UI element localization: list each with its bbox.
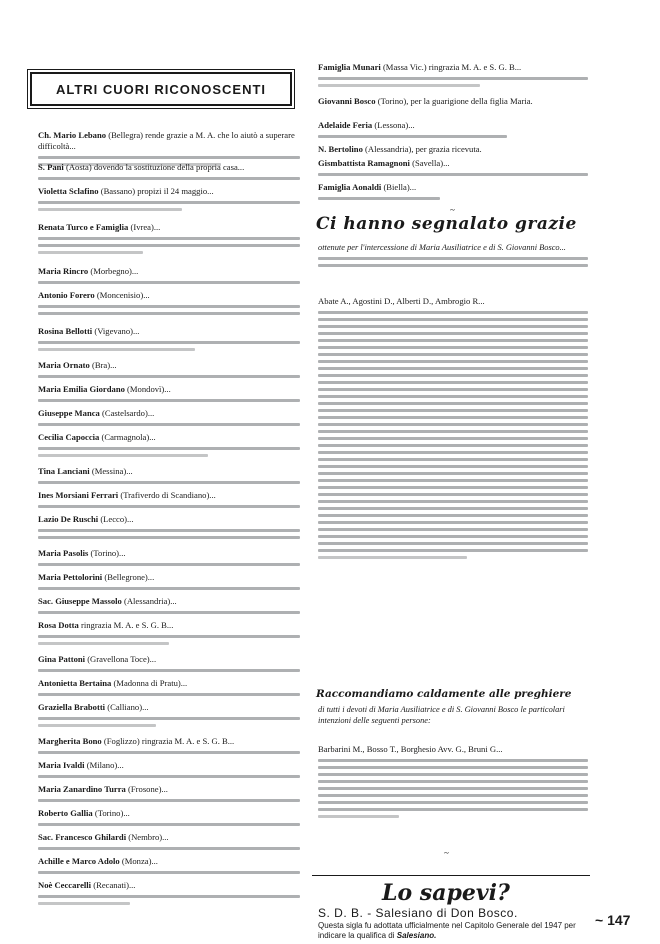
page-number bbox=[595, 912, 630, 928]
entry-text: (Frosone)... bbox=[128, 784, 168, 794]
list-item bbox=[318, 120, 588, 142]
names-start: Barbarini M., Bosso T., Borghesio Avv. G., Bruni G... bbox=[318, 744, 503, 754]
entry-name: Tina Lanciani bbox=[38, 466, 90, 476]
entry-name: N. Bertolino bbox=[318, 144, 363, 154]
entry-text: (Ivrea)... bbox=[130, 222, 161, 232]
list-item bbox=[38, 572, 300, 594]
entry-name: Maria Ornato bbox=[38, 360, 90, 370]
list-item bbox=[38, 548, 300, 570]
entry-text: (Lessona)... bbox=[374, 120, 415, 130]
entry-text: (Nembro)... bbox=[128, 832, 169, 842]
entry-text: (Bellegra) rende grazie a M. A. che lo aiutò a superare difficoltà... bbox=[38, 130, 295, 152]
list-item bbox=[38, 856, 300, 878]
list-item bbox=[38, 880, 300, 909]
entry-name: Antonio Forero bbox=[38, 290, 95, 300]
entry-name: Antonietta Bertaina bbox=[38, 678, 112, 688]
entry-name: Maria Emilia Giordano bbox=[38, 384, 125, 394]
entry-name: Renata Turco e Famiglia bbox=[38, 222, 129, 232]
entry-text: (Biella)... bbox=[383, 182, 417, 192]
grazie-names-list bbox=[318, 296, 588, 563]
entry-name: Rosina Bellotti bbox=[38, 326, 93, 336]
section-title-altri-cuori: ALTRI CUORI RICONOSCENTI bbox=[30, 72, 292, 106]
sdb-line bbox=[318, 906, 588, 920]
entry-text: (Alessandria), per grazia ricevuta. bbox=[365, 144, 482, 154]
entry-text: (Lecco)... bbox=[100, 514, 134, 524]
entry-name: Famiglia Aonaldi bbox=[318, 182, 382, 192]
list-item bbox=[38, 432, 300, 461]
entry-text: (Recanati)... bbox=[93, 880, 136, 890]
entry-text: (Messina)... bbox=[91, 466, 133, 476]
entry-text: (Gravellona Toce)... bbox=[87, 654, 157, 664]
list-item bbox=[38, 736, 300, 758]
list-item bbox=[38, 620, 300, 649]
entry-name: Violetta Sclafino bbox=[38, 186, 99, 196]
entry-text: (Foglizzo) ringrazia M. A. e S. G. B... bbox=[103, 736, 235, 746]
entry-name: Gina Pattoni bbox=[38, 654, 86, 664]
entry-text: (Castelsardo)... bbox=[102, 408, 155, 418]
list-item bbox=[38, 760, 300, 782]
entry-text: (Savella)... bbox=[412, 158, 450, 168]
list-item bbox=[38, 490, 300, 512]
page-mark: ~ bbox=[595, 912, 604, 928]
entry-name: Ch. Mario Lebano bbox=[38, 130, 107, 140]
entry-name: Giuseppe Manca bbox=[38, 408, 100, 418]
entry-text: (Bellegrone)... bbox=[104, 572, 155, 582]
list-item bbox=[38, 832, 300, 854]
entry-text: (Calliano)... bbox=[107, 702, 149, 712]
names-start: Abate A., Agostini D., Alberti D., Ambrogio R... bbox=[318, 296, 485, 306]
entry-text: (Vigevano)... bbox=[94, 326, 140, 336]
list-item bbox=[38, 222, 300, 258]
entry-text: (Moncenisio)... bbox=[96, 290, 150, 300]
sdb-dash: - bbox=[367, 906, 372, 920]
list-item bbox=[38, 466, 300, 488]
entry-name: Famiglia Munari bbox=[318, 62, 381, 72]
page-number-value: 147 bbox=[607, 912, 631, 928]
lo-sapevi-italic-word: Salesiano. bbox=[396, 931, 437, 940]
list-item bbox=[38, 596, 300, 618]
entry-text: ringrazia M. A. e S. G. B... bbox=[80, 620, 174, 630]
list-item bbox=[38, 186, 300, 215]
entry-text: (Madonna di Pratu)... bbox=[113, 678, 188, 688]
raccomandiamo-names-list bbox=[318, 744, 588, 822]
sdb-code: S. D. B. bbox=[318, 906, 364, 920]
lo-sapevi-text: Questa sigla fu adottata ufficialmente nel Capitolo Generale del 1947 per indicare la qualifica di Salesiano. bbox=[318, 921, 576, 940]
entry-text: (Torino)... bbox=[94, 808, 130, 818]
entry-text: (Carmagnola)... bbox=[101, 432, 156, 442]
entry-text: (Massa Vic.) ringrazia M. A. e S. G. B... bbox=[382, 62, 522, 72]
sdb-meaning: Salesiano di Don Bosco. bbox=[375, 906, 518, 920]
entry-name: Sac. Francesco Ghilardi bbox=[38, 832, 127, 842]
entry-text: (Alessandria)... bbox=[123, 596, 177, 606]
entry-name: Noè Ceccarelli bbox=[38, 880, 92, 890]
list-item bbox=[318, 182, 588, 204]
list-item bbox=[38, 384, 300, 406]
entry-text: (Milano)... bbox=[86, 760, 124, 770]
list-item bbox=[38, 808, 300, 830]
list-item bbox=[38, 162, 300, 184]
entry-name: Sac. Giuseppe Massolo bbox=[38, 596, 122, 606]
list-item bbox=[318, 158, 588, 180]
list-item bbox=[38, 784, 300, 806]
list-item bbox=[318, 144, 588, 155]
entry-name: Maria Pasolis bbox=[38, 548, 89, 558]
entry-name: Graziella Brabotti bbox=[38, 702, 106, 712]
entry-text: (Morbegno)... bbox=[90, 266, 139, 276]
list-item bbox=[38, 678, 300, 700]
list-item bbox=[38, 514, 300, 543]
list-item bbox=[38, 408, 300, 430]
entry-text: (Trafiverdo di Scandiano)... bbox=[120, 490, 216, 500]
entry-text: (Monza)... bbox=[121, 856, 158, 866]
list-item bbox=[318, 62, 588, 91]
entry-text: (Aosta) dovendo la sostituzione della propria casa... bbox=[65, 162, 245, 172]
entry-text: (Mondovì)... bbox=[127, 384, 171, 394]
list-item bbox=[38, 654, 300, 676]
divider bbox=[312, 875, 590, 876]
ornament-tilde: ~ bbox=[450, 205, 455, 215]
entry-name: Maria Pettolorini bbox=[38, 572, 103, 582]
entry-name: Giovanni Bosco bbox=[318, 96, 376, 106]
entry-text: (Torino)... bbox=[90, 548, 126, 558]
entry-name: Achille e Marco Adolo bbox=[38, 856, 120, 866]
entry-name: Rosa Dotta bbox=[38, 620, 79, 630]
entry-text: (Bassano) propizi il 24 maggio... bbox=[100, 186, 214, 196]
entry-name: Cecilia Capoccia bbox=[38, 432, 100, 442]
raccomandiamo-intro: di tutti i devoti di Maria Ausiliatrice e di S. Giovanni Bosco le particolari intenzioni delle seguenti persone: bbox=[318, 705, 565, 725]
lo-sapevi-title: Lo sapevi? bbox=[382, 880, 510, 906]
entry-name: Gismbattista Ramagnoni bbox=[318, 158, 410, 168]
entry-text: (Torino), per la guarigione della figlia Maria. bbox=[377, 96, 533, 106]
section-title-grazie: Ci hanno segnalato grazie bbox=[316, 214, 577, 234]
entry-text: (Bra)... bbox=[91, 360, 117, 370]
entry-name: Maria Zanardino Turra bbox=[38, 784, 126, 794]
list-item bbox=[38, 360, 300, 382]
entry-name: Adelaide Feria bbox=[318, 120, 373, 130]
entry-name: Margherita Bono bbox=[38, 736, 102, 746]
entry-name: Maria Rincro bbox=[38, 266, 89, 276]
list-item bbox=[38, 702, 300, 731]
entry-name: Roberto Gallia bbox=[38, 808, 93, 818]
list-item bbox=[318, 96, 588, 107]
section-title-raccomandiamo: Raccomandiamo caldamente alle preghiere bbox=[316, 688, 572, 700]
entry-name: Lazio De Ruschi bbox=[38, 514, 99, 524]
entry-name: S. Pani bbox=[38, 162, 64, 172]
grazie-intro: ottenute per l'intercessione di Maria Ausiliatrice e di S. Giovanni Bosco... bbox=[318, 242, 588, 271]
list-item bbox=[38, 266, 300, 288]
ornament-tilde: ~ bbox=[444, 848, 449, 858]
list-item bbox=[38, 290, 300, 319]
entry-name: Maria Ivaldi bbox=[38, 760, 85, 770]
entry-name: Ines Morsiani Ferrari bbox=[38, 490, 119, 500]
list-item bbox=[38, 326, 300, 355]
